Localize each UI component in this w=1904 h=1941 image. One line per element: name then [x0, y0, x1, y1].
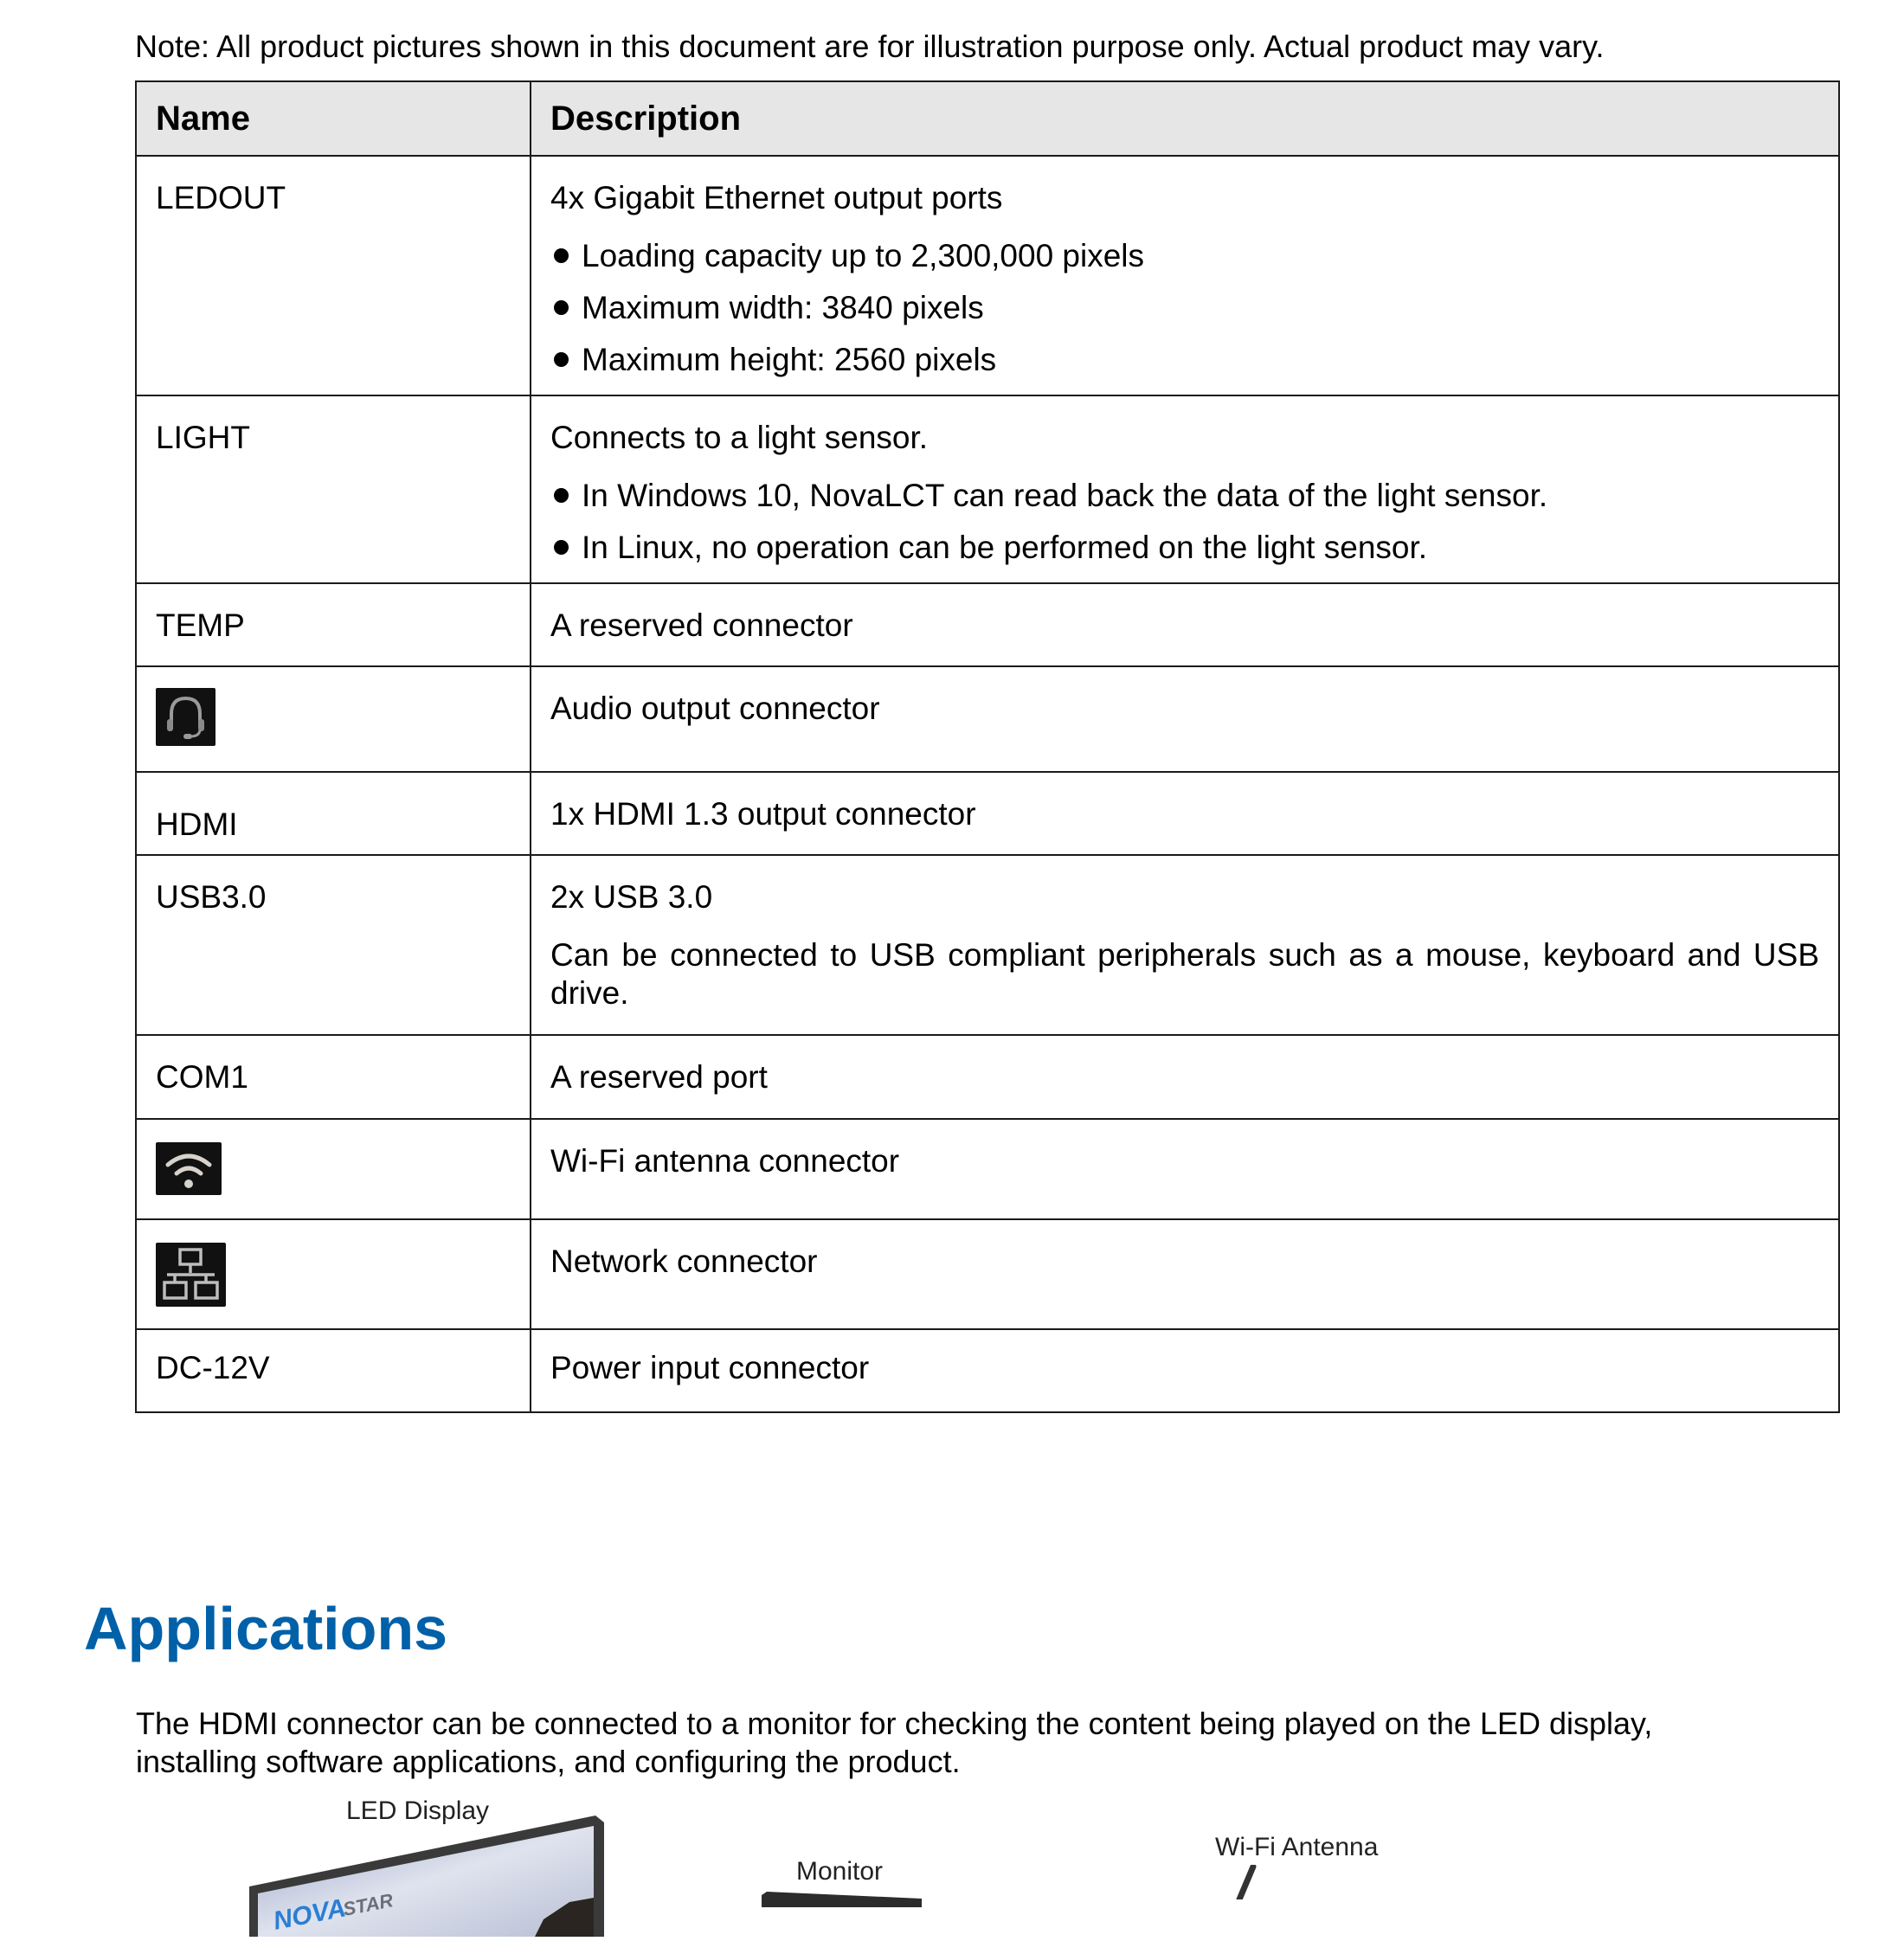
bullet-item: In Windows 10, NovaLCT can read back the data of the light sensor.: [550, 477, 1819, 515]
connector-description: A reserved connector: [531, 583, 1839, 666]
table-header-row: [136, 81, 1839, 156]
description-lead: 4x Gigabit Ethernet output ports: [550, 180, 1003, 215]
wifi-antenna-image: [1229, 1865, 1264, 1899]
connector-name: [136, 1119, 531, 1219]
connector-name: LEDOUT: [136, 156, 531, 395]
connector-name: TEMP: [136, 583, 531, 666]
connector-description: [531, 395, 1839, 583]
wifi-icon: [156, 1142, 222, 1195]
logo-text-nova: NOVA: [271, 1893, 349, 1936]
connector-name: HDMI: [136, 772, 531, 855]
led-display-label: LED Display: [346, 1796, 490, 1825]
description-lead: Connects to a light sensor.: [550, 420, 929, 455]
table-row: [136, 666, 1839, 772]
connector-description: A reserved port: [531, 1035, 1839, 1119]
table-row: [136, 583, 1839, 666]
bullet-item: In Linux, no operation can be performed on the light sensor.: [550, 529, 1819, 567]
section-heading-applications: Applications: [84, 1595, 448, 1662]
connector-description: [531, 156, 1839, 395]
connector-name: [136, 1219, 531, 1329]
connector-description: [531, 855, 1839, 1035]
table-row: [136, 1119, 1839, 1219]
wifi-antenna-label: Wi-Fi Antenna: [1215, 1833, 1379, 1861]
description-paragraph: Can be connected to USB compliant peripherals such as a mouse, keyboard and USB drive.: [550, 937, 1819, 1011]
headset-icon: [156, 688, 215, 746]
bullet-item: Maximum width: 3840 pixels: [550, 289, 1819, 327]
connector-table: [135, 80, 1840, 1413]
network-icon: [156, 1243, 226, 1307]
bullet-list: [550, 477, 1819, 567]
connector-description: Wi-Fi antenna connector: [531, 1119, 1839, 1219]
bullet-list: [550, 237, 1819, 379]
column-header-name: Name: [136, 81, 531, 156]
table-row: [136, 395, 1839, 583]
table-row: [136, 1219, 1839, 1329]
description-lead: 2x USB 3.0: [550, 879, 713, 915]
monitor-image: [762, 1890, 922, 1907]
monitor-label: Monitor: [796, 1857, 884, 1886]
connector-description: Power input connector: [531, 1329, 1839, 1412]
connector-name: LIGHT: [136, 395, 531, 583]
connector-name: DC-12V: [136, 1329, 531, 1412]
bullet-item: Maximum height: 2560 pixels: [550, 341, 1819, 379]
table-row: [136, 855, 1839, 1035]
logo-text-star: STAR: [341, 1889, 396, 1920]
connector-description: Network connector: [531, 1219, 1839, 1329]
applications-paragraph: The HDMI connector can be connected to a monitor for checking the content being played on the LED display, installing software applications, and configuring the product.: [136, 1706, 1653, 1779]
table-row: [136, 156, 1839, 395]
connector-name: COM1: [136, 1035, 531, 1119]
bullet-item: Loading capacity up to 2,300,000 pixels: [550, 237, 1819, 275]
illustration-note: Note: All product pictures shown in this document are for illustration purpose only. Actual product may vary.: [135, 29, 1605, 64]
led-display-image: [249, 1816, 604, 1937]
connector-name: USB3.0: [136, 855, 531, 1035]
table-row: [136, 1035, 1839, 1119]
connector-name: [136, 666, 531, 772]
connector-description: Audio output connector: [531, 666, 1839, 772]
column-header-description: Description: [531, 81, 1839, 156]
table-row: [136, 1329, 1839, 1412]
connector-description: 1x HDMI 1.3 output connector: [531, 772, 1839, 855]
table-row: [136, 772, 1839, 855]
